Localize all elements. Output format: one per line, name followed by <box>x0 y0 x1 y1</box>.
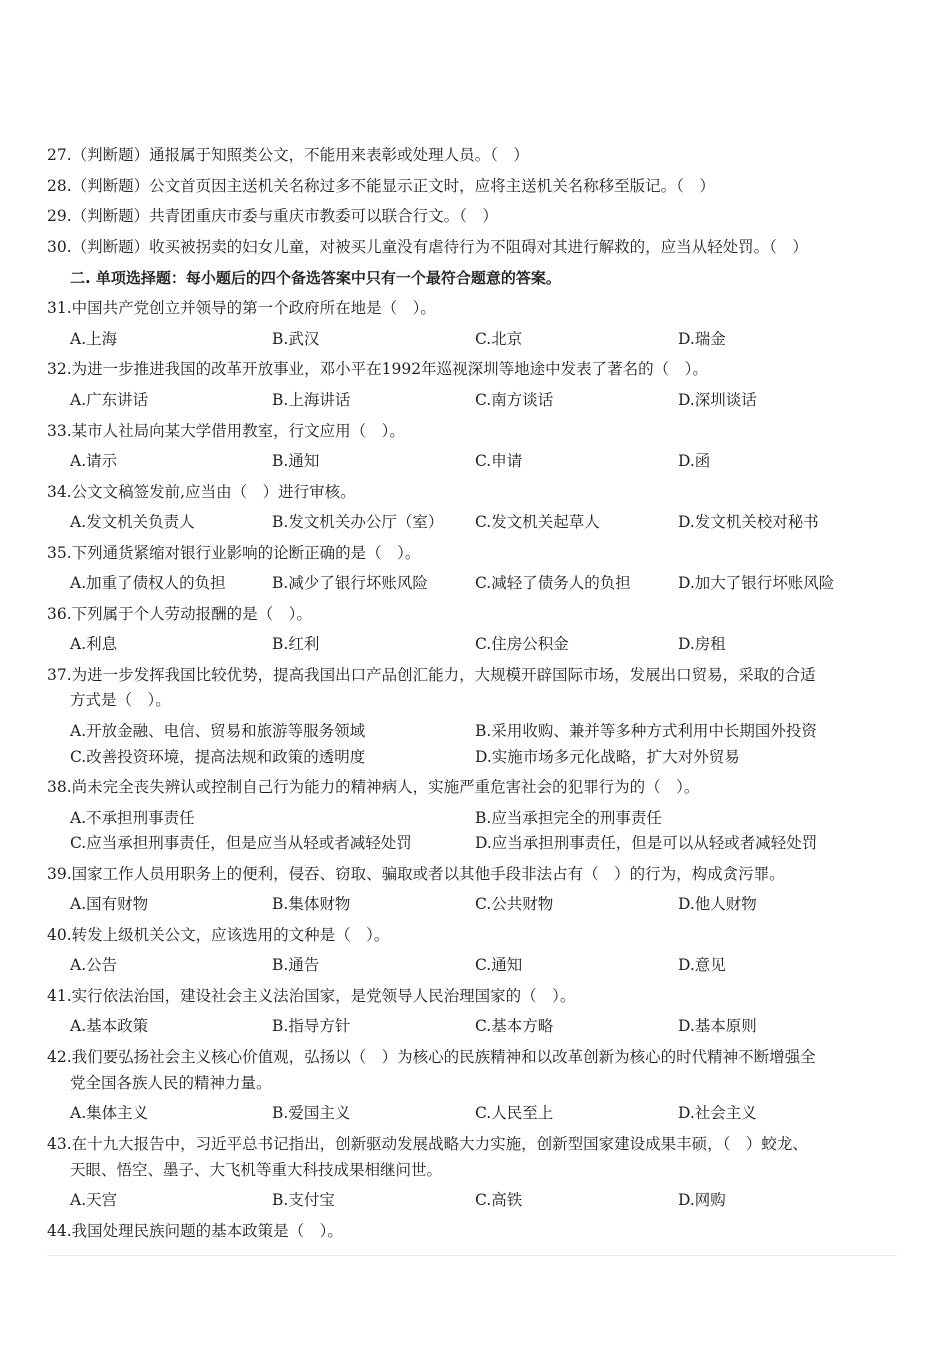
option-d: D.深圳谈话 <box>678 391 757 409</box>
question-stem-43: 43.在十九大报告中，习近平总书记指出，创新驱动发展战略大力实施，创新型国家建设成果丰硕，（ ）蛟龙、 <box>47 1135 808 1153</box>
question-stem-43-cont: 天眼、悟空、墨子、大飞机等重大科技成果相继问世。 <box>70 1161 443 1179</box>
option-a: A.加重了债权人的负担 <box>70 574 226 592</box>
options-row-35 <box>70 573 880 593</box>
option-d: D.瑞金 <box>678 330 726 348</box>
option-b: B.支付宝 <box>272 1191 335 1209</box>
option-c: C.南方谈话 <box>475 391 554 409</box>
option-a: A.天宫 <box>70 1191 118 1209</box>
option-b: B.武汉 <box>272 330 320 348</box>
option-a: A.公告 <box>70 956 118 974</box>
option-c: C.发文机关起草人 <box>475 513 600 531</box>
question-stem-31: 31.中国共产党创立并领导的第一个政府所在地是（ ）。 <box>47 299 436 317</box>
option-c: C.应当承担刑事责任，但是应当从轻或者减轻处罚 <box>70 834 412 852</box>
option-a: A.请示 <box>70 452 118 470</box>
question-stem-32: 32.为进一步推进我国的改革开放事业，邓小平在1992年巡视深圳等地途中发表了著名的（ ）。 <box>47 360 708 378</box>
question-stem-37-cont: 方式是（ ）。 <box>70 691 171 709</box>
option-d: D.应当承担刑事责任，但是可以从轻或者减轻处罚 <box>475 834 818 852</box>
option-b: B.发文机关办公厅（室） <box>272 513 444 531</box>
option-c: C.高铁 <box>475 1191 523 1209</box>
option-c: C.基本方略 <box>475 1017 554 1035</box>
option-c: C.北京 <box>475 330 523 348</box>
options-row-43 <box>70 1190 880 1210</box>
question-stem-38: 38.尚未完全丧失辨认或控制自己行为能力的精神病人，实施严重危害社会的犯罪行为的（ ）。 <box>47 778 700 796</box>
options-row-39 <box>70 894 880 914</box>
option-b: B.爱国主义 <box>272 1104 351 1122</box>
option-d: D.他人财物 <box>678 895 757 913</box>
options-row-37-2 <box>70 747 880 767</box>
option-d: D.基本原则 <box>678 1017 757 1035</box>
options-row-33 <box>70 451 880 471</box>
option-d: D.实施市场多元化战略，扩大对外贸易 <box>475 748 740 766</box>
option-a: A.国有财物 <box>70 895 149 913</box>
question-stem-42-cont: 党全国各族人民的精神力量。 <box>70 1074 272 1092</box>
option-c: C.公共财物 <box>475 895 554 913</box>
question-stem-39: 39.国家工作人员用职务上的便利，侵吞、窃取、骗取或者以其他手段非法占有（ ）的行为，构成贪污罪。 <box>47 865 785 883</box>
judgment-question-27: 27.（判断题）通报属于知照类公文，不能用来表彰或处理人员。（ ） <box>47 146 529 164</box>
option-c: C.人民至上 <box>475 1104 554 1122</box>
options-row-36 <box>70 634 880 654</box>
question-stem-40: 40.转发上级机关公文，应该选用的文种是（ ）。 <box>47 926 390 944</box>
judgment-question-28: 28.（判断题）公文首页因主送机关名称过多不能显示正文时，应将主送机关名称移至版记。（ ） <box>47 177 715 195</box>
option-b: B.应当承担完全的刑事责任 <box>475 809 662 827</box>
option-b: B.指导方针 <box>272 1017 351 1035</box>
question-stem-33: 33.某市人社局向某大学借用教室，行文应用（ ）。 <box>47 422 405 440</box>
option-a: A.利息 <box>70 635 118 653</box>
question-stem-34: 34.公文文稿签发前,应当由（ ）进行审核。 <box>47 483 356 501</box>
option-c: C.减轻了债务人的负担 <box>475 574 631 592</box>
options-row-38-1 <box>70 808 880 828</box>
option-b: B.采用收购、兼并等多种方式利用中长期国外投资 <box>475 722 817 740</box>
option-a: A.不承担刑事责任 <box>70 809 195 827</box>
options-row-34 <box>70 512 880 532</box>
question-stem-44: 44.我国处理民族问题的基本政策是（ ）。 <box>47 1222 343 1240</box>
option-a: A.集体主义 <box>70 1104 149 1122</box>
options-row-41 <box>70 1016 880 1036</box>
options-row-31 <box>70 329 880 349</box>
option-c: C.改善投资环境，提高法规和政策的透明度 <box>70 748 366 766</box>
option-c: C.住房公积金 <box>475 635 569 653</box>
page-bottom-divider <box>47 1255 897 1256</box>
option-a: A.发文机关负责人 <box>70 513 195 531</box>
option-a: A.开放金融、电信、贸易和旅游等服务领域 <box>70 722 366 740</box>
option-b: B.集体财物 <box>272 895 351 913</box>
question-stem-36: 36.下列属于个人劳动报酬的是（ ）。 <box>47 605 312 623</box>
option-b: B.通知 <box>272 452 320 470</box>
option-d: D.函 <box>678 452 711 470</box>
option-a: A.基本政策 <box>70 1017 149 1035</box>
option-b: B.上海讲话 <box>272 391 351 409</box>
option-b: B.通告 <box>272 956 320 974</box>
option-a: A.广东讲话 <box>70 391 149 409</box>
option-b: B.红利 <box>272 635 320 653</box>
option-a: A.上海 <box>70 330 118 348</box>
options-row-42 <box>70 1103 880 1123</box>
question-stem-35: 35.下列通货紧缩对银行业影响的论断正确的是（ ）。 <box>47 544 421 562</box>
question-stem-42: 42.我们要弘扬社会主义核心价值观，弘扬以（ ）为核心的民族精神和以改革创新为核心的时代精神不断增强全 <box>47 1048 816 1066</box>
option-b: B.减少了银行坏账风险 <box>272 574 428 592</box>
judgment-question-29: 29.（判断题）共青团重庆市委与重庆市教委可以联合行文。（ ） <box>47 207 498 225</box>
question-stem-37: 37.为进一步发挥我国比较优势，提高我国出口产品创汇能力，大规模开辟国际市场，发展出口贸易，采取的合适 <box>47 666 816 684</box>
judgment-question-30: 30.（判断题）收买被拐卖的妇女儿童，对被买儿童没有虐待行为不阻碍对其进行解救的，应当从轻处罚。（ ） <box>47 238 808 256</box>
option-c: C.申请 <box>475 452 523 470</box>
option-d: D.房租 <box>678 635 726 653</box>
options-row-40 <box>70 955 880 975</box>
option-c: C.通知 <box>475 956 523 974</box>
option-d: D.网购 <box>678 1191 726 1209</box>
options-row-32 <box>70 390 880 410</box>
options-row-37-1 <box>70 721 880 741</box>
options-row-38-2 <box>70 833 880 853</box>
option-d: D.发文机关校对秘书 <box>678 513 819 531</box>
option-d: D.加大了银行坏账风险 <box>678 574 835 592</box>
section-title: 二. 单项选择题：每小题后的四个备选答案中只有一个最符合题意的答案。 <box>70 269 561 287</box>
option-d: D.社会主义 <box>678 1104 757 1122</box>
option-d: D.意见 <box>678 956 726 974</box>
question-stem-41: 41.实行依法治国，建设社会主义法治国家，是党领导人民治理国家的（ ）。 <box>47 987 576 1005</box>
